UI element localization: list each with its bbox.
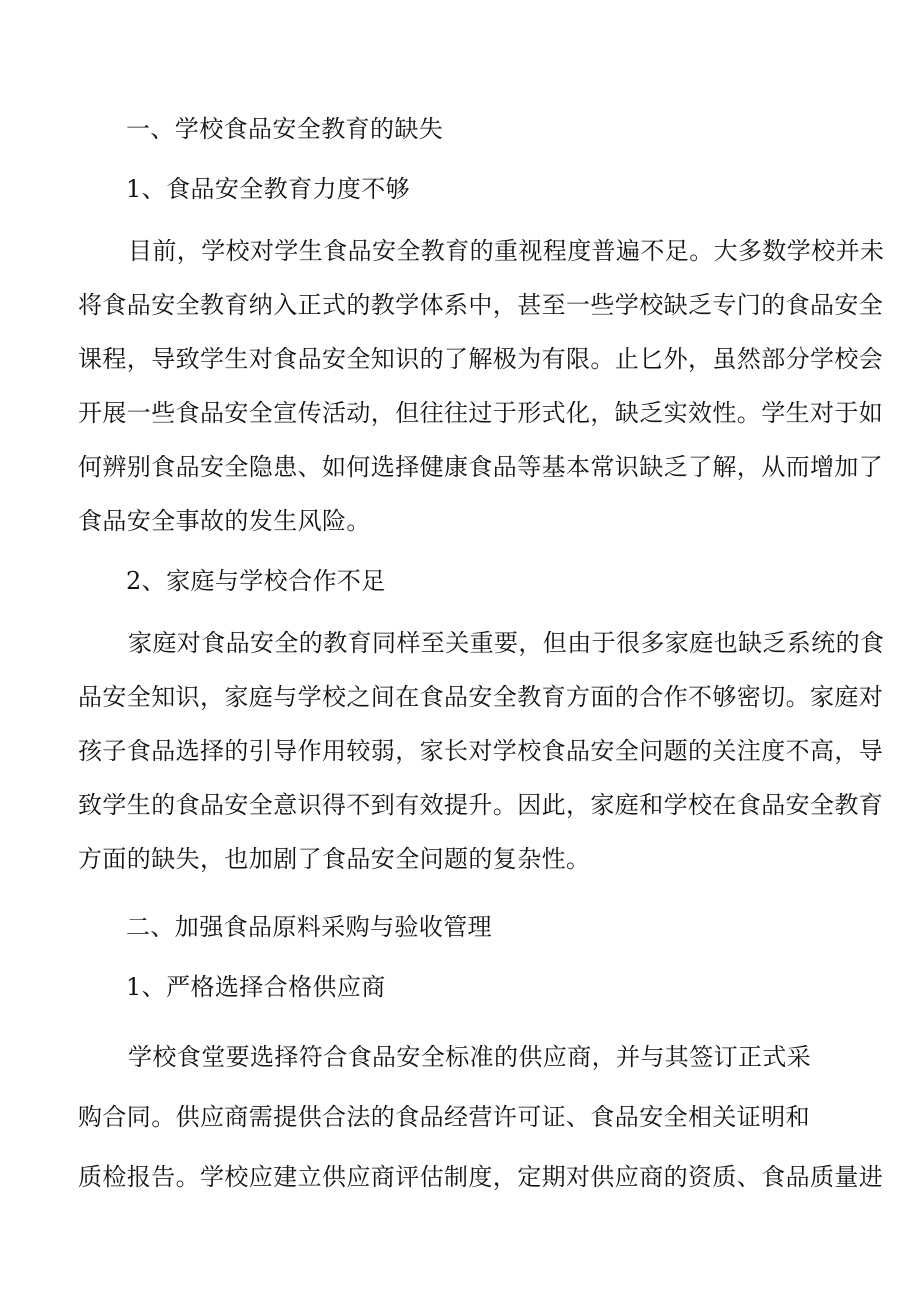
subsection-heading: 2、家庭与学校合作不足: [126, 567, 386, 595]
paragraph-line: 食品安全事故的发生风险。: [78, 507, 371, 535]
paragraph-line: 家庭对食品安全的教育同样至关重要，但由于很多家庭也缺乏系统的食: [128, 629, 885, 657]
subsection-heading: 1、严格选择合格供应商: [126, 973, 386, 1001]
paragraph-line: 方面的缺失，也加剧了食品安全问题的复杂性。: [78, 845, 591, 873]
paragraph-line: 品安全知识，家庭与学校之间在食品安全教育方面的合作不够密切。家庭对: [78, 683, 884, 711]
paragraph-line: 学校食堂要选择符合食品安全标准的供应商，并与其签订正式采: [128, 1043, 812, 1071]
section-heading: 二、加强食品原料采购与验收管理: [126, 913, 492, 941]
paragraph-line: 将食品安全教育纳入正式的教学体系中，甚至一些学校缺乏专门的食品安全: [78, 291, 884, 319]
paragraph-line: 目前，学校对学生食品安全教育的重视程度普遍不足。大多数学校并未: [128, 237, 885, 265]
paragraph-line: 开展一些食品安全宣传活动，但往往过于形式化，缺乏实效性。学生对于如: [78, 399, 884, 427]
section-heading: 一、学校食品安全教育的缺失: [126, 115, 444, 143]
paragraph-line: 何辨别食品安全隐患、如何选择健康食品等基本常识缺乏了解，从而增加了: [78, 453, 884, 481]
paragraph-line: 孩子食品选择的引导作用较弱，家长对学校食品安全问题的关注度不高，导: [78, 737, 884, 765]
subsection-heading: 1、食品安全教育力度不够: [126, 175, 411, 203]
paragraph-line: 质检报告。学校应建立供应商评估制度，定期对供应商的资质、食品质量进: [78, 1163, 884, 1191]
paragraph-line: 致学生的食品安全意识得不到有效提升。因此，家庭和学校在食品安全教育: [78, 791, 884, 819]
paragraph-line: 课程，导致学生对食品安全知识的了解极为有限。止匕外，虽然部分学校会: [78, 345, 884, 373]
paragraph-line: 购合同。供应商需提供合法的食品经营许可证、食品安全相关证明和: [78, 1103, 810, 1131]
